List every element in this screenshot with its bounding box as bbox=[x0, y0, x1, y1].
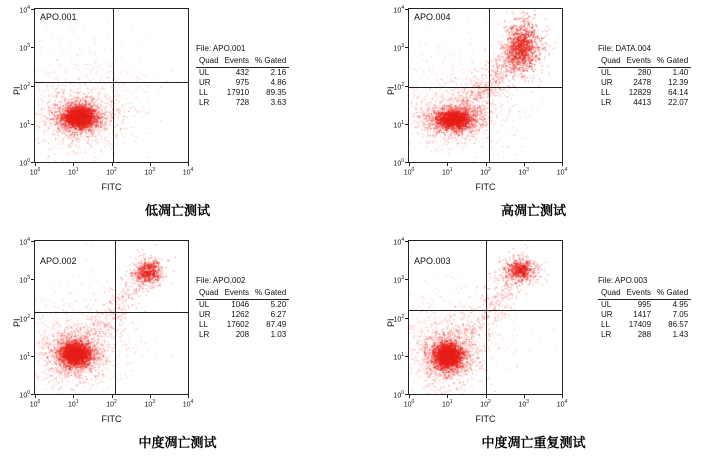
cell-quad: LR bbox=[199, 330, 210, 339]
x-tick-mark bbox=[150, 163, 151, 166]
table-row bbox=[598, 88, 691, 98]
x-tick-mark bbox=[35, 163, 36, 166]
x-axis-title: FITC bbox=[101, 182, 122, 192]
col-header-gated: % Gated bbox=[252, 288, 289, 300]
quad-stats-table bbox=[598, 288, 691, 340]
cell-gated: 12.39 bbox=[668, 78, 689, 87]
quadrant-horizontal-divider bbox=[35, 312, 188, 313]
col-header-events: Events bbox=[624, 56, 654, 68]
cell-gated: 7.05 bbox=[672, 310, 689, 319]
cell-quad: LL bbox=[199, 88, 208, 97]
table-row bbox=[196, 78, 289, 88]
cell-events: 728 bbox=[235, 98, 250, 107]
table-row bbox=[598, 310, 691, 320]
x-tick-label: $10^4$ bbox=[182, 167, 194, 177]
table-row bbox=[196, 310, 289, 320]
y-tick-label: $10^1$ bbox=[19, 351, 30, 362]
cell-gated: 3.63 bbox=[270, 98, 287, 107]
x-tick-label: $10^1$ bbox=[67, 399, 79, 409]
col-header-events: Events bbox=[222, 56, 252, 68]
x-tick-label: $10^1$ bbox=[67, 167, 79, 177]
table-row bbox=[598, 320, 691, 330]
y-tick-label: $10^0$ bbox=[19, 390, 30, 400]
y-tick-label: $10^2$ bbox=[393, 81, 404, 91]
x-tick-label: $10^0$ bbox=[403, 399, 415, 409]
x-tick-label: $10^4$ bbox=[556, 399, 568, 409]
y-tick-label: $10^4$ bbox=[393, 5, 404, 15]
y-tick-label: $10^2$ bbox=[393, 313, 404, 323]
stats-file-line: File: DATA.004 bbox=[598, 44, 652, 53]
x-tick-label: $10^0$ bbox=[403, 167, 415, 177]
x-tick-label: $10^0$ bbox=[29, 167, 41, 177]
table-row bbox=[598, 330, 691, 340]
table-row bbox=[196, 300, 289, 311]
scatter-points bbox=[409, 9, 562, 162]
cell-quad: UR bbox=[199, 310, 211, 319]
y-axis-title: PI bbox=[12, 86, 22, 95]
stats-file-line: File: APO.002 bbox=[196, 276, 246, 285]
plot-label: APO.002 bbox=[40, 256, 77, 266]
cell-quad: UL bbox=[199, 300, 210, 309]
cell-events: 432 bbox=[235, 68, 250, 77]
plot-label: APO.004 bbox=[414, 12, 451, 22]
y-tick-mark bbox=[31, 279, 34, 280]
x-tick-mark bbox=[562, 163, 563, 166]
x-tick-label: $10^3$ bbox=[144, 167, 156, 177]
cell-events: 975 bbox=[235, 78, 250, 87]
cell-quad: UL bbox=[199, 68, 210, 77]
x-tick-mark bbox=[188, 163, 189, 166]
quadrant-vertical-divider bbox=[113, 9, 114, 162]
cell-quad: UL bbox=[601, 68, 612, 77]
plot-label: APO.003 bbox=[414, 256, 451, 266]
x-tick-label: $10^2$ bbox=[106, 167, 117, 177]
statistics-table-apo001 bbox=[196, 44, 289, 108]
x-tick-mark bbox=[524, 163, 525, 166]
table-row bbox=[598, 68, 691, 79]
x-tick-label: $10^3$ bbox=[144, 399, 156, 409]
y-axis-title: PI bbox=[386, 318, 396, 327]
y-tick-label: $10^3$ bbox=[393, 275, 404, 285]
y-axis-title: PI bbox=[386, 86, 396, 95]
y-tick-label: $10^3$ bbox=[19, 275, 30, 285]
quadrant-vertical-divider bbox=[486, 241, 487, 394]
y-tick-mark bbox=[31, 9, 34, 10]
cell-events: 2478 bbox=[633, 78, 652, 87]
cell-quad: UR bbox=[601, 78, 613, 87]
y-tick-label: $10^0$ bbox=[393, 390, 404, 400]
y-tick-mark bbox=[31, 47, 34, 48]
x-tick-mark bbox=[73, 395, 74, 398]
cell-gated: 22.07 bbox=[668, 98, 689, 107]
cell-events: 1046 bbox=[231, 300, 250, 309]
x-tick-mark bbox=[112, 395, 113, 398]
x-tick-mark bbox=[486, 395, 487, 398]
panel-caption: 中度凋亡重复测试 bbox=[481, 435, 586, 450]
cell-gated: 89.35 bbox=[266, 88, 287, 97]
y-tick-mark bbox=[31, 124, 34, 125]
y-tick-label: $10^1$ bbox=[19, 119, 30, 130]
col-header-quad: Quad bbox=[196, 56, 222, 68]
quadrant-vertical-divider bbox=[115, 241, 116, 394]
cell-quad: LL bbox=[601, 320, 610, 329]
x-tick-mark bbox=[486, 163, 487, 166]
x-tick-mark bbox=[562, 395, 563, 398]
col-header-events: Events bbox=[222, 288, 252, 300]
cell-events: 288 bbox=[637, 330, 652, 339]
statistics-table-apo003 bbox=[598, 276, 691, 340]
cell-gated: 86.57 bbox=[668, 320, 689, 329]
y-tick-mark bbox=[31, 356, 34, 357]
x-axis-title: FITC bbox=[475, 182, 496, 192]
plot-label: APO.001 bbox=[40, 12, 77, 22]
y-tick-label: $10^3$ bbox=[393, 43, 404, 53]
scatter-plot-apo001[interactable] bbox=[34, 8, 189, 163]
x-tick-label: $10^4$ bbox=[182, 399, 194, 409]
cell-quad: LR bbox=[199, 98, 210, 107]
y-tick-mark bbox=[405, 124, 408, 125]
quadrant-horizontal-divider bbox=[409, 310, 562, 311]
quad-stats-table bbox=[196, 56, 289, 108]
y-tick-mark bbox=[31, 394, 34, 395]
y-tick-mark bbox=[31, 86, 34, 87]
x-tick-label: $10^2$ bbox=[106, 399, 117, 409]
scatter-plot-apo004[interactable] bbox=[408, 8, 563, 163]
table-row bbox=[598, 78, 691, 88]
y-tick-label: $10^0$ bbox=[19, 158, 30, 168]
x-tick-label: $10^1$ bbox=[441, 167, 453, 177]
stats-file-line: File: APO.001 bbox=[196, 44, 246, 53]
col-header-gated: % Gated bbox=[252, 56, 289, 68]
x-tick-label: $10^4$ bbox=[556, 167, 568, 177]
cell-quad: UR bbox=[601, 310, 613, 319]
x-tick-label: $10^0$ bbox=[29, 399, 41, 409]
y-tick-mark bbox=[31, 241, 34, 242]
y-tick-label: $10^4$ bbox=[393, 237, 404, 247]
cell-events: 1417 bbox=[633, 310, 652, 319]
cell-gated: 1.03 bbox=[270, 330, 287, 339]
x-axis-title: FITC bbox=[475, 414, 496, 424]
panel-caption: 中度凋亡测试 bbox=[138, 435, 217, 450]
x-axis-title: FITC bbox=[101, 414, 122, 424]
cell-quad: LL bbox=[601, 88, 610, 97]
y-tick-mark bbox=[31, 162, 34, 163]
panel-caption: 高凋亡测试 bbox=[500, 203, 566, 218]
x-tick-mark bbox=[524, 395, 525, 398]
cell-events: 280 bbox=[637, 68, 652, 77]
y-tick-mark bbox=[405, 318, 408, 319]
x-tick-mark bbox=[150, 395, 151, 398]
cell-events: 4413 bbox=[633, 98, 652, 107]
x-tick-label: $10^2$ bbox=[480, 167, 491, 177]
cell-quad: LR bbox=[601, 98, 612, 107]
y-tick-label: $10^0$ bbox=[393, 158, 404, 168]
scatter-plot-apo003[interactable] bbox=[408, 240, 563, 395]
col-header-quad: Quad bbox=[196, 288, 222, 300]
y-axis-title: PI bbox=[12, 318, 22, 327]
cell-gated: 4.95 bbox=[672, 300, 689, 309]
x-tick-label: $10^3$ bbox=[518, 167, 530, 177]
x-tick-mark bbox=[188, 395, 189, 398]
cell-events: 17409 bbox=[628, 320, 652, 329]
y-tick-mark bbox=[405, 394, 408, 395]
quadrant-horizontal-divider bbox=[35, 82, 188, 83]
cell-gated: 5.20 bbox=[270, 300, 287, 309]
stats-file-line: File: APO.003 bbox=[598, 276, 648, 285]
table-row bbox=[598, 98, 691, 108]
cell-events: 12829 bbox=[628, 88, 652, 97]
quad-stats-table bbox=[598, 56, 691, 108]
panel-apo002 bbox=[0, 232, 355, 461]
cell-quad: UL bbox=[601, 300, 612, 309]
y-tick-label: $10^4$ bbox=[19, 237, 30, 247]
quadrant-vertical-divider bbox=[489, 9, 490, 162]
y-tick-mark bbox=[405, 279, 408, 280]
cell-events: 17910 bbox=[226, 88, 250, 97]
y-tick-mark bbox=[405, 86, 408, 87]
table-row bbox=[196, 330, 289, 340]
x-tick-mark bbox=[447, 163, 448, 166]
cell-gated: 6.27 bbox=[270, 310, 287, 319]
x-tick-label: $10^2$ bbox=[480, 399, 491, 409]
scatter-plot-apo002[interactable] bbox=[34, 240, 189, 395]
statistics-table-apo002 bbox=[196, 276, 289, 340]
cell-quad: LR bbox=[601, 330, 612, 339]
cell-quad: LL bbox=[199, 320, 208, 329]
x-tick-label: $10^1$ bbox=[441, 399, 453, 409]
cell-events: 1262 bbox=[231, 310, 250, 319]
y-tick-mark bbox=[405, 162, 408, 163]
col-header-quad: Quad bbox=[598, 56, 624, 68]
y-tick-label: $10^1$ bbox=[393, 119, 404, 130]
x-tick-mark bbox=[73, 163, 74, 166]
panel-apo004 bbox=[356, 0, 711, 230]
table-row bbox=[196, 320, 289, 330]
y-tick-label: $10^3$ bbox=[19, 43, 30, 53]
cell-gated: 64.14 bbox=[668, 88, 689, 97]
y-tick-mark bbox=[405, 356, 408, 357]
y-tick-mark bbox=[405, 47, 408, 48]
cell-gated: 1.40 bbox=[672, 68, 689, 77]
quad-stats-table bbox=[196, 288, 289, 340]
quadrant-horizontal-divider bbox=[409, 87, 562, 88]
cell-events: 17602 bbox=[226, 320, 250, 329]
x-tick-mark bbox=[112, 163, 113, 166]
table-row bbox=[196, 98, 289, 108]
cell-gated: 1.43 bbox=[672, 330, 689, 339]
col-header-events: Events bbox=[624, 288, 654, 300]
cell-gated: 87.49 bbox=[266, 320, 287, 329]
scatter-points bbox=[35, 9, 188, 162]
col-header-quad: Quad bbox=[598, 288, 624, 300]
y-tick-label: $10^2$ bbox=[19, 313, 30, 323]
table-row bbox=[196, 68, 289, 79]
table-row bbox=[196, 88, 289, 98]
y-tick-mark bbox=[31, 318, 34, 319]
y-tick-mark bbox=[405, 9, 408, 10]
cell-events: 208 bbox=[235, 330, 250, 339]
x-tick-label: $10^3$ bbox=[518, 399, 530, 409]
cell-gated: 4.86 bbox=[270, 78, 287, 87]
x-tick-mark bbox=[447, 395, 448, 398]
panel-apo001 bbox=[0, 0, 355, 230]
cell-quad: UR bbox=[199, 78, 211, 87]
table-row bbox=[598, 300, 691, 311]
y-tick-label: $10^4$ bbox=[19, 5, 30, 15]
cell-events: 995 bbox=[637, 300, 652, 309]
col-header-gated: % Gated bbox=[654, 56, 691, 68]
x-tick-mark bbox=[409, 163, 410, 166]
x-tick-mark bbox=[409, 395, 410, 398]
panel-apo003 bbox=[356, 232, 711, 461]
y-tick-label: $10^2$ bbox=[19, 81, 30, 91]
y-tick-mark bbox=[405, 241, 408, 242]
x-tick-mark bbox=[35, 395, 36, 398]
statistics-table-apo004 bbox=[598, 44, 691, 108]
cell-gated: 2.16 bbox=[270, 68, 287, 77]
panel-caption: 低凋亡测试 bbox=[144, 203, 210, 218]
y-tick-label: $10^1$ bbox=[393, 351, 404, 362]
col-header-gated: % Gated bbox=[654, 288, 691, 300]
